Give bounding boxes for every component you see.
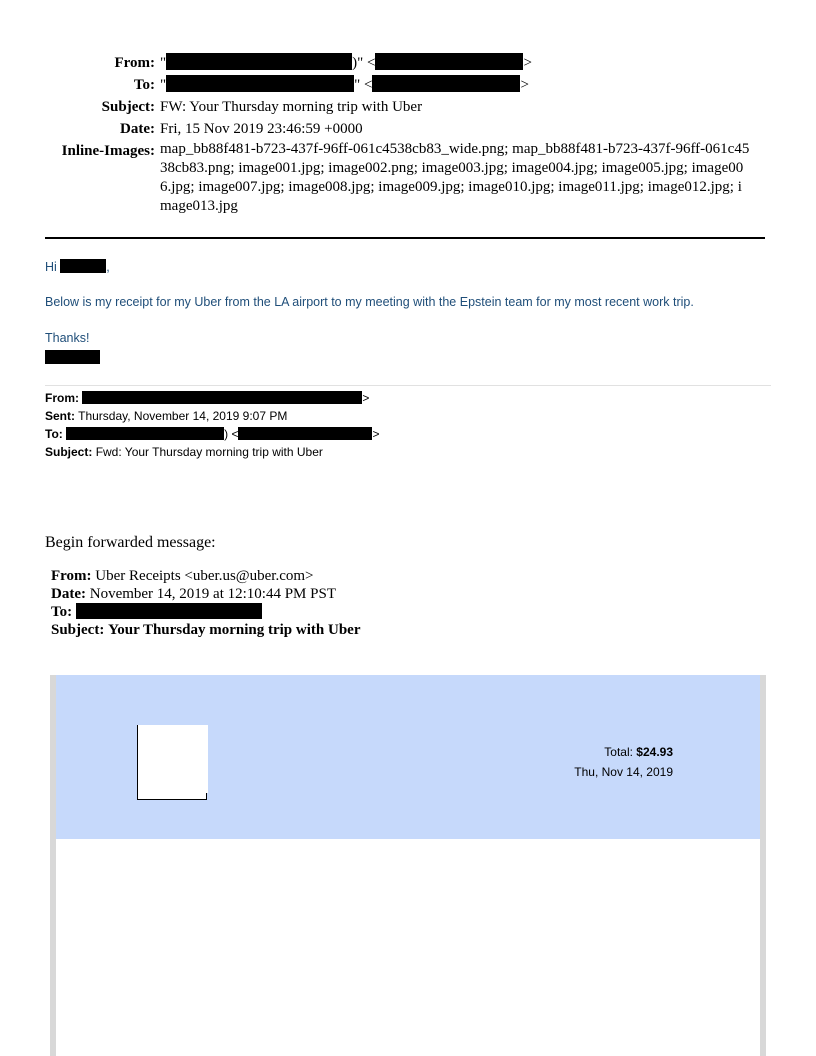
receipt-body <box>56 839 760 1056</box>
original-subject-label: Subject: <box>51 622 105 638</box>
forwarded-subject-row <box>45 443 379 461</box>
header-subject-value: FW: Your Thursday morning trip with Uber <box>160 99 423 115</box>
header-from-label: From: <box>114 55 155 71</box>
redaction-block <box>66 427 224 440</box>
forward-divider <box>45 385 771 386</box>
header-date-row <box>0 118 816 140</box>
original-from-row <box>51 567 360 585</box>
header-date-label: Date: <box>120 121 155 137</box>
header-subject-row <box>0 96 816 118</box>
forwarded-subject-value: Fwd: Your Thursday morning trip with Uber <box>95 445 323 459</box>
forwarded-sent-label: Sent: <box>45 409 75 423</box>
greeting-text: Hi <box>45 260 57 274</box>
greeting-line: Hi , <box>45 260 110 274</box>
forwarded-to-label: To: <box>45 427 63 441</box>
forwarded-sent-value: Thursday, November 14, 2019 9:07 PM <box>78 409 288 423</box>
message-body: Below is my receipt for my Uber from the LA airport to my meeting with the Epstein team for my most recent work trip. <box>45 295 694 309</box>
original-date-label: Date: <box>51 586 86 602</box>
header-subject-label: Subject: <box>101 99 155 115</box>
header-inline-images-row <box>0 140 816 216</box>
uber-logo-image <box>137 725 207 800</box>
original-date-row <box>51 585 360 603</box>
header-from-value: " )" < > <box>160 55 532 71</box>
receipt-date: Thu, Nov 14, 2019 <box>574 765 673 779</box>
forwarded-from-label: From: <box>45 391 79 405</box>
header-from-row <box>0 52 816 74</box>
header-inline-images-value: map_bb88f481-b723-437f-96ff-061c4538cb83_wide.png; map_bb88f481-b723-437f-96ff-061c4538cb83.png; image001.jpg; image002.png; image003.jpg; image004.jpg; image005.jpg; image006.jpg; image007.jpg; image008.jpg; image009.jpg; image010.jpg; image011.jpg; image012.jpg; image013.jpg <box>160 141 750 214</box>
header-to-value: " " < > <box>160 77 529 93</box>
header-date-value: Fri, 15 Nov 2019 23:46:59 +0000 <box>160 121 363 137</box>
original-to-row <box>51 603 360 621</box>
original-to-label: To: <box>51 604 73 620</box>
original-subject-value: Your Thursday morning trip with Uber <box>108 622 361 638</box>
header-to-row <box>0 74 816 96</box>
original-header <box>51 567 360 639</box>
receipt-total-value: $24.93 <box>636 745 673 759</box>
redaction-block <box>238 427 372 440</box>
redaction-block <box>76 603 262 619</box>
original-from-value: Uber Receipts <uber.us@uber.com> <box>95 568 314 584</box>
message-closing: Thanks! <box>45 331 90 345</box>
header-divider <box>45 237 765 239</box>
original-subject-row <box>51 621 360 639</box>
signature-redaction <box>45 350 100 364</box>
email-header <box>0 52 816 216</box>
header-to-label: To: <box>133 77 155 93</box>
redaction-block <box>375 53 523 70</box>
forwarded-subject-label: Subject: <box>45 445 93 459</box>
redaction-block <box>60 259 106 273</box>
forwarded-sent-row <box>45 407 379 425</box>
redaction-block <box>166 75 354 92</box>
header-inline-images-label: Inline-Images: <box>61 143 155 159</box>
receipt-total-label: Total: <box>604 745 633 759</box>
original-date-value: November 14, 2019 at 12:10:44 PM PST <box>89 586 336 602</box>
redaction-block <box>82 391 362 404</box>
logo-placeholder <box>138 725 208 793</box>
forwarded-header <box>45 389 379 461</box>
redaction-block <box>166 53 352 70</box>
receipt-summary <box>574 742 673 782</box>
redaction-block <box>372 75 520 92</box>
forwarded-from-row: From: > <box>45 391 370 405</box>
receipt-total-row <box>574 742 673 762</box>
begin-forwarded-text: Begin forwarded message: <box>45 534 216 551</box>
original-from-label: From: <box>51 568 92 584</box>
forwarded-to-row: To: ) < > <box>45 427 380 441</box>
